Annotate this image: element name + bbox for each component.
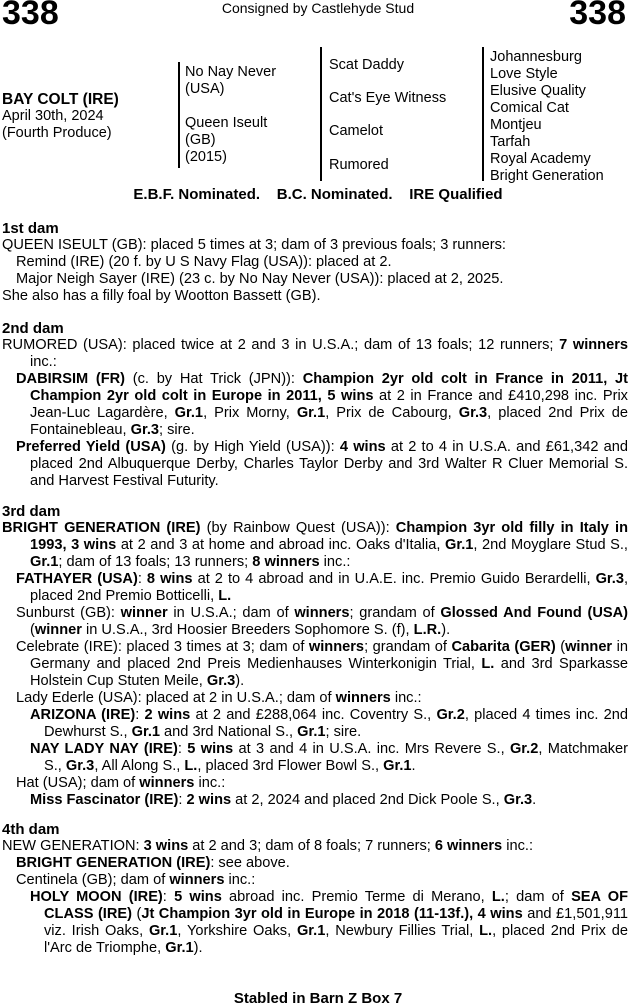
ggp-6: Tarfah: [490, 134, 531, 150]
fourth-dam-new-generation: NEW GENERATION: 3 wins at 2 and 3; dam of 8 foals; 7 runners; 6 winners inc.:: [2, 838, 534, 854]
lot-number-left: 338: [2, 0, 59, 32]
horse-name: BAY COLT (IRE): [2, 91, 119, 108]
pedigree-sire: [185, 64, 276, 98]
grandparent-3: Camelot: [329, 123, 383, 139]
pedigree-line-1: [178, 62, 180, 168]
ggp-2: Love Style: [490, 66, 558, 82]
fourth-dam-bright-generation: BRIGHT GENERATION (IRE): see above.: [16, 855, 290, 871]
grandparent-4: Rumored: [329, 157, 389, 173]
third-dam-celebrate: Celebrate (IRE): placed 3 times at 3; dam of winners; grandam of Cabarita (GER) (winner in Germany and placed 2nd Preis Medienhauses Winterkonigin Trial, L. and 3rd Sparkasse Holstein Cup Stuten Meile, Gr.3).: [16, 639, 628, 689]
first-dam-line-1: QUEEN ISEULT (GB): placed 5 times at 3; dam of 3 previous foals; 3 runners:: [2, 237, 506, 253]
first-dam-foal-2: Major Neigh Sayer (IRE) (23 c. by No Nay Never (USA)): placed at 2, 2025.: [16, 271, 504, 287]
fourth-dam-holy-moon: HOLY MOON (IRE): 5 wins abroad inc. Premio Terme di Merano, L.; dam of SEA OF CLASS (IRE) (Jt Champion 3yr old in Europe in 2018 (11-13f.), 4 wins and £1,501,911 viz. Irish Oaks, Gr.1, Yorkshire Oaks, Gr.1, Newbury Fillies Trial, L., placed 2nd Prix de l'Arc de Triomphe, Gr.1).: [30, 889, 629, 956]
sire-country: (USA): [185, 81, 225, 97]
fourth-dam-centinela: Centinela (GB); dam of winners inc.:: [16, 872, 256, 888]
grandparent-2: Cat's Eye Witness: [329, 90, 447, 106]
second-dam-preferred-yield: Preferred Yield (USA) (g. by High Yield (USA)): 4 wins at 2 to 4 in U.S.A. and £61,342 and placed 2nd Albuquerque Derby, Charles Taylor Derby and 3rd Walter R Cluer Memorial S. and Harvest Festival Futurity.: [16, 439, 629, 489]
second-dam-line-1: RUMORED (USA): placed twice at 2 and 3 in U.S.A.; dam of 13 foals; 12 runners; 7 winners inc.:: [2, 337, 628, 370]
first-dam-foal-1: Remind (IRE) (20 f. by U S Navy Flag (USA)): placed at 2.: [16, 254, 392, 270]
stabling-info: Stabled in Barn Z Box 7: [233, 990, 403, 1007]
ggp-8: Bright Generation: [490, 168, 604, 184]
pedigree-line-2: [320, 47, 322, 181]
third-dam-bright-generation: BRIGHT GENERATION (IRE) (by Rainbow Quest (USA)): Champion 3yr old filly in Italy in 1993, 3 wins at 2 and 3 at home and abroad inc. Oaks d'Italia, Gr.1, 2nd Moyglare Stud S., Gr.1; dam of 13 foals; 13 runners; 8 winners inc.:: [2, 520, 628, 570]
third-dam-nay-lady-nay: NAY LADY NAY (IRE): 5 wins at 3 and 4 in U.S.A. inc. Mrs Revere S., Gr.2, Matchmaker S., Gr.3, All Along S., L., placed 3rd Flower Bowl S., Gr.1.: [30, 741, 629, 774]
second-dam-dabirsim: DABIRSIM (FR) (c. by Hat Trick (JPN)): Champion 2yr old colt in France in 2011, Jt Champion 2yr old colt in Europe in 2011, 5 wins at 2 in France and £410,298 inc. Prix Jean-Luc Lagardère, Gr.1, Prix Morny, Gr.1, Prix de Cabourg, Gr.3, placed 2nd Prix de Fontainebleau, Gr.3; sire.: [16, 371, 628, 438]
fourth-dam-section: [2, 821, 628, 957]
dam-name: Queen Iseult: [185, 115, 268, 131]
ggp-1: Johannesburg: [490, 49, 582, 65]
horse-info: [2, 91, 172, 142]
first-dam-line-4: She also has a filly foal by Wootton Bassett (GB).: [2, 288, 321, 304]
ggp-4: Comical Cat: [490, 100, 569, 116]
grandparent-1: Scat Daddy: [329, 57, 404, 73]
horse-produce: (Fourth Produce): [2, 125, 112, 141]
great-grandparents: [490, 49, 604, 185]
second-dam-section: [2, 320, 628, 490]
dam-year: (2015): [185, 149, 227, 165]
pedigree-dam: [185, 115, 267, 166]
nominations: E.B.F. Nominated. B.C. Nominated. IRE Qualified: [133, 186, 503, 203]
third-dam-arizona: ARIZONA (IRE): 2 wins at 2 and £288,064 inc. Coventry S., Gr.2, placed 4 times inc. 2nd Dewhurst S., Gr.1 and 3rd National S., Gr.1; sire.: [30, 707, 629, 740]
third-dam-sunburst: Sunburst (GB): winner in U.S.A.; dam of winners; grandam of Glossed And Found (USA) (winner in U.S.A., 3rd Hoosier Breeders Sophomore S. (f), L.R.).: [16, 605, 628, 638]
first-dam-heading: 1st dam: [2, 220, 59, 237]
third-dam-hat: Hat (USA); dam of winners inc.:: [16, 775, 226, 791]
lot-number-right: 338: [569, 0, 626, 32]
second-dam-heading: 2nd dam: [2, 320, 64, 337]
sire-name: No Nay Never: [185, 64, 277, 80]
first-dam-section: [2, 220, 628, 305]
third-dam-section: [2, 503, 628, 809]
third-dam-heading: 3rd dam: [2, 503, 61, 520]
ggp-7: Royal Academy: [490, 151, 591, 167]
pedigree-line-3: [482, 47, 484, 181]
ggp-3: Elusive Quality: [490, 83, 586, 99]
horse-dob: April 30th, 2024: [2, 108, 104, 124]
third-dam-lady-ederle: Lady Ederle (USA): placed at 2 in U.S.A.; dam of winners inc.:: [16, 690, 422, 706]
dam-country: (GB): [185, 132, 216, 148]
third-dam-miss-fascinator: Miss Fascinator (IRE): 2 wins at 2, 2024 and placed 2nd Dick Poole S., Gr.3.: [30, 792, 537, 808]
fourth-dam-heading: 4th dam: [2, 821, 60, 838]
ggp-5: Montjeu: [490, 117, 542, 133]
third-dam-fathayer: FATHAYER (USA): 8 wins at 2 to 4 abroad and in U.A.E. inc. Premio Guido Berardelli, Gr.3, placed 2nd Premio Botticelli, L.: [16, 571, 629, 604]
consignor: Consigned by Castlehyde Stud: [221, 0, 415, 16]
